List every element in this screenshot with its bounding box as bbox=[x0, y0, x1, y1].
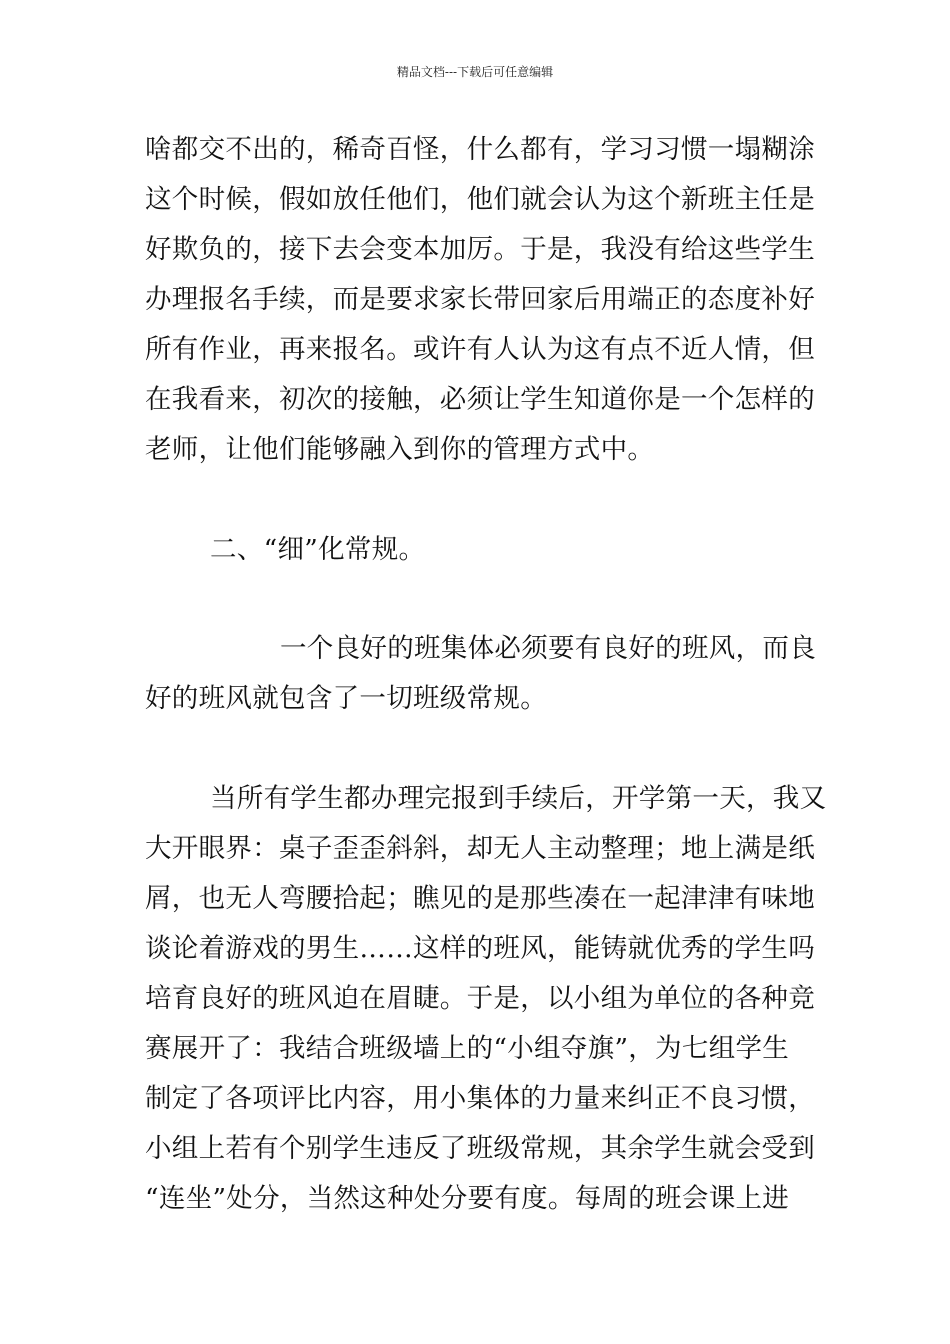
text-line: 制定了各项评比内容，用小集体的力量来纠正不良习惯， bbox=[145, 1083, 815, 1114]
page-header: 精品文档---下载后可任意编辑 bbox=[396, 65, 554, 79]
text-line: 这个时候，假如放任他们，他们就会认为这个新班主任是 bbox=[145, 184, 815, 215]
text-line: 好欺负的，接下去会变本加厉。于是，我没有给这些学生 bbox=[145, 234, 815, 265]
text-line: 屑，也无人弯腰拾起；瞧见的是那些凑在一起津津有味地 bbox=[145, 883, 815, 914]
text-line: 所有作业，再来报名。或许有人认为这有点不近人情，但 bbox=[145, 334, 815, 365]
text-line: 赛展开了：我结合班级墙上的“小组夺旗”，为七组学生 bbox=[145, 1033, 790, 1064]
text-line: “连坐”处分，当然这种处分要有度。每周的班会课上进 bbox=[145, 1183, 790, 1214]
text-line: 在我看来，初次的接触，必须让学生知道你是一个怎样的 bbox=[145, 384, 815, 415]
text-line: 当所有学生都办理完报到手续后，开学第一天，我又 bbox=[210, 783, 827, 814]
text-line: 好的班风就包含了一切班级常规。 bbox=[145, 683, 547, 714]
text-line: 大开眼界：桌子歪歪斜斜，却无人主动整理；地上满是纸 bbox=[145, 833, 815, 864]
text-line: 谈论着游戏的男生……这样的班风，能铸就优秀的学生吗 bbox=[145, 933, 815, 964]
text-line: 培育良好的班风迫在眉睫。于是，以小组为单位的各种竞 bbox=[145, 983, 815, 1014]
text-line: 小组上若有个别学生违反了班级常规，其余学生就会受到 bbox=[145, 1133, 815, 1164]
text-line: 啥都交不出的，稀奇百怪，什么都有，学习习惯一塌糊涂 bbox=[145, 134, 815, 165]
text-line: 老师，让他们能够融入到你的管理方式中。 bbox=[145, 434, 655, 465]
section-heading: 二、“细”化常规。 bbox=[210, 534, 426, 565]
text-line: 一个良好的班集体必须要有良好的班风，而良 bbox=[280, 633, 816, 664]
text-line: 办理报名手续，而是要求家长带回家后用端正的态度补好 bbox=[145, 284, 815, 315]
